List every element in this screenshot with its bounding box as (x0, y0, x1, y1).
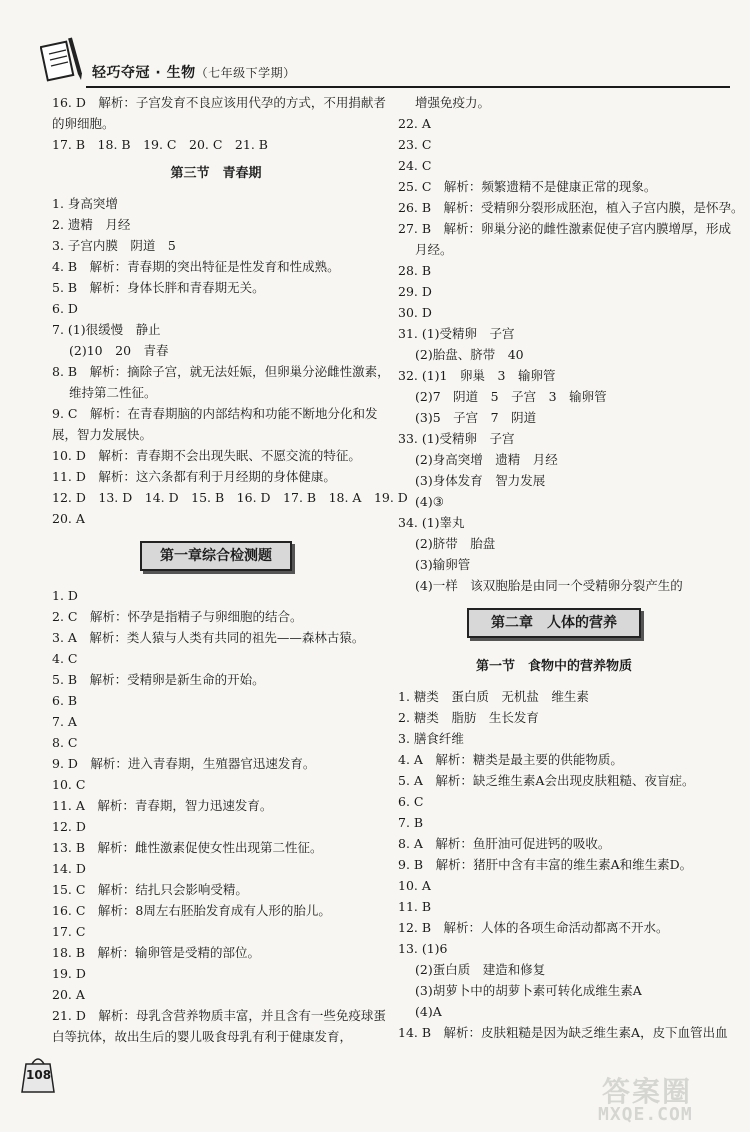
answer-line: 4. C (52, 651, 78, 666)
answer-line: (2)7 阴道 5 子宫 3 输卵管 (415, 389, 607, 404)
chapter-heading: 第一章综合检测题 (140, 541, 292, 571)
answer-line: 30. D (398, 305, 432, 320)
answer-line: 11. B (398, 899, 432, 914)
header-rule (86, 86, 730, 88)
answer-line: 10. D 解析：青春期不会出现失眠、不愿交流的特征。 (52, 448, 361, 463)
answer-line: 2. C 解析：怀孕是指精子与卵细胞的结合。 (52, 609, 303, 624)
left-column (52, 92, 408, 1047)
answer-line: 31. (1)受精卵 子宫 (398, 326, 515, 341)
answer-line: 展，智力发展快。 (52, 427, 153, 442)
answer-line: 14. D (52, 861, 86, 876)
answer-line: 9. C 解析：在青春期脑的内部结构和功能不断地分化和发 (52, 406, 378, 421)
answer-line: 4. A 解析：糖类是最主要的供能物质。 (398, 752, 623, 767)
answer-line: 9. D 解析：进入青春期，生殖器官迅速发育。 (52, 756, 316, 771)
answer-line: 25. C 解析：频繁遗精不是健康正常的现象。 (398, 179, 657, 194)
answer-line: 4. B 解析：青春期的突出特征是性发育和性成熟。 (52, 259, 340, 274)
answer-line: 34. (1)睾丸 (398, 515, 465, 530)
watermark-url: MXQE.COM (598, 1104, 693, 1125)
header-title-main: 轻巧夺冠 · 生物 (92, 65, 196, 81)
answer-line: 7. B (398, 815, 424, 830)
answer-line: (2)胎盘、脐带 40 (415, 347, 524, 362)
section-title: 第一节 食物中的营养物质 (475, 659, 632, 674)
page-number-badge (18, 1052, 58, 1094)
answer-line: 1. 糖类 蛋白质 无机盐 维生素 (398, 689, 589, 704)
answer-line: 6. B (52, 693, 78, 708)
answer-line: 16. C 解析：8周左右胚胎发育成有人形的胎儿。 (52, 903, 331, 918)
answer-line: 5. B 解析：受精卵是新生命的开始。 (52, 672, 265, 687)
answer-line: (4)A (415, 1004, 442, 1019)
book-pencil-logo-icon (40, 34, 86, 92)
answer-line: 6. C (398, 794, 424, 809)
answer-line: 12. D 13. D 14. D 15. B 16. D 17. B 18. A 19. D (52, 490, 408, 505)
answer-line: 15. C 解析：结扎只会影响受精。 (52, 882, 248, 897)
answer-line: 5. B 解析：身体长胖和青春期无关。 (52, 280, 265, 295)
answer-line: (4)一样 该双胞胎是由同一个受精卵分裂产生的 (415, 578, 683, 593)
answer-line: (2)蛋白质 建造和修复 (415, 962, 546, 977)
answer-line: 3. A 解析：类人猿与人类有共同的祖先——森林古猿。 (52, 630, 365, 645)
answer-line: 12. B 解析：人体的各项生命活动都离不开水。 (398, 920, 669, 935)
answer-line: (2)脐带 胎盘 (415, 536, 496, 551)
answer-line: 2. 糖类 脂肪 生长发育 (398, 710, 539, 725)
page-number: 108 (26, 1068, 52, 1082)
answer-line: 2. 遗精 月经 (52, 217, 131, 232)
answer-line: 增强免疫力。 (415, 95, 491, 110)
answer-line: 20. A (52, 987, 85, 1002)
answer-line: 18. B 解析：输卵管是受精的部位。 (52, 945, 261, 960)
chapter-heading: 第二章 人体的营养 (467, 608, 641, 638)
answer-line: (3)身体发育 智力发展 (415, 473, 546, 488)
answer-line: 13. B 解析：雌性激素促使女性出现第二性征。 (52, 840, 323, 855)
right-column (398, 92, 744, 1043)
answer-line: 8. B 解析：摘除子宫，就无法妊娠，但卵巢分泌雌性激素， (52, 364, 390, 379)
answer-line: 19. D (52, 966, 86, 981)
answer-line: 22. A (398, 116, 431, 131)
answer-line: 1. 身高突增 (52, 196, 118, 211)
answer-line: 27. B 解析：卵巢分泌的雌性激素促使子宫内膜增厚，形成 (398, 221, 732, 236)
answer-line: 9. B 解析：猪肝中含有丰富的维生素A和维生素D。 (398, 857, 693, 872)
answer-line: 21. D 解析：母乳含营养物质丰富，并且含有一些免疫球蛋 (52, 1008, 386, 1023)
answer-line: 12. D (52, 819, 86, 834)
answer-line: (2)身高突增 遗精 月经 (415, 452, 558, 467)
answer-line: (3)胡萝卜中的胡萝卜素可转化成维生素A (415, 983, 642, 998)
answer-line: 1. D (52, 588, 78, 603)
answer-line: 20. A (52, 511, 85, 526)
answer-line: 维持第二性征。 (69, 385, 157, 400)
answer-line: (4)③ (415, 494, 444, 509)
answer-line: 8. A 解析：鱼肝油可促进钙的吸收。 (398, 836, 611, 851)
answer-line: 7. A (52, 714, 77, 729)
page-header (30, 34, 730, 94)
answer-line: 13. (1)6 (398, 941, 448, 956)
answer-line: 6. D (52, 301, 78, 316)
section-title: 第三节 青春期 (170, 166, 262, 181)
answer-line: 月经。 (415, 242, 453, 257)
answer-line: 17. C (52, 924, 86, 939)
header-subtitle: （七年级下学期） (195, 66, 296, 80)
answer-line: 7. (1)很缓慢 静止 (52, 322, 161, 337)
answer-line: (3)输卵管 (415, 557, 471, 572)
answer-line: 8. C (52, 735, 78, 750)
answer-line: 10. C (52, 777, 86, 792)
answer-line: 26. B 解析：受精卵分裂形成胚泡，植入子宫内膜，是怀孕。 (398, 200, 744, 215)
answer-line: 24. C (398, 158, 432, 173)
answer-line: 3. 膳食纤维 (398, 731, 464, 746)
answer-line: 11. A 解析：青春期，智力迅速发育。 (52, 798, 273, 813)
answer-line: (2)10 20 青春 (69, 343, 169, 358)
answer-line: 14. B 解析：皮肤粗糙是因为缺乏维生素A，皮下血管出血 (398, 1025, 728, 1040)
answer-line: 10. A (398, 878, 431, 893)
answer-line: 的卵细胞。 (52, 116, 115, 131)
answer-line: 32. (1)1 卵巢 3 输卵管 (398, 368, 556, 383)
answer-line: 3. 子宫内膜 阴道 5 (52, 238, 176, 253)
answer-line: 11. D 解析：这六条都有利于月经期的身体健康。 (52, 469, 336, 484)
answer-line: 17. B 18. B 19. C 20. C 21. B (52, 137, 268, 152)
header-title (92, 62, 296, 82)
answer-line: 16. D 解析：子宫发育不良应该用代孕的方式，不用捐献者 (52, 95, 386, 110)
watermark-logo-text: 答案圈 (602, 1075, 693, 1108)
answer-line: 5. A 解析：缺乏维生素A会出现皮肤粗糙、夜盲症。 (398, 773, 695, 788)
answer-line: 23. C (398, 137, 432, 152)
answer-line: 28. B (398, 263, 432, 278)
watermark (592, 1066, 732, 1126)
answer-line: (3)5 子宫 7 阴道 (415, 410, 537, 425)
answer-line: 29. D (398, 284, 432, 299)
answer-line: 白等抗体，故出生后的婴儿吸食母乳有利于健康发育， (52, 1029, 353, 1044)
answer-line: 33. (1)受精卵 子宫 (398, 431, 515, 446)
